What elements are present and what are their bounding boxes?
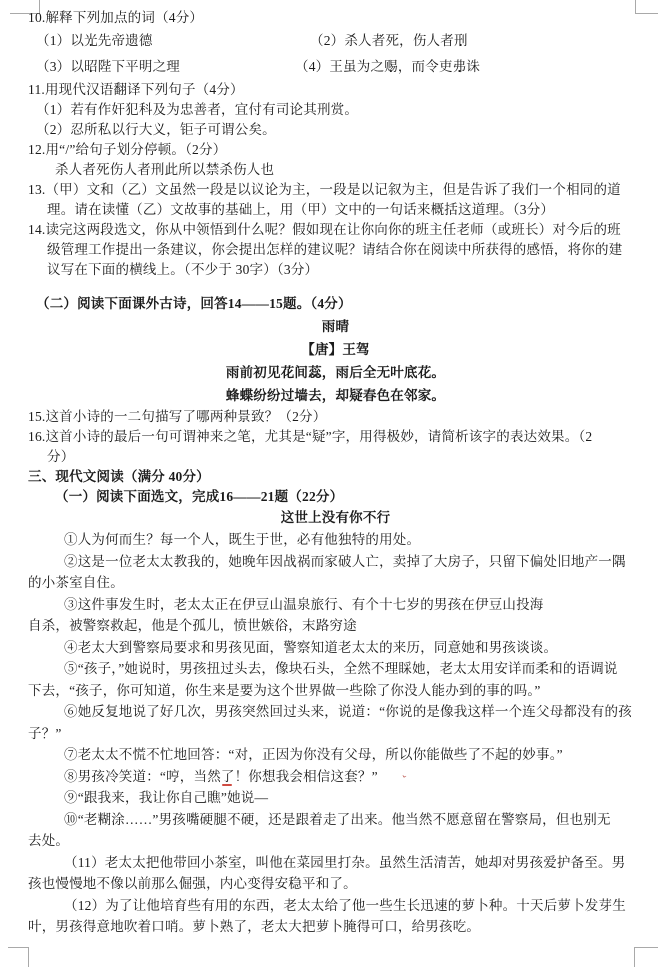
poem-line: 蜂蝶纷纷过墙去，却疑春色在邻家。 [225,388,446,403]
text-segment: （1）以 [36,33,85,48]
right-item [310,28,468,54]
red-check-mark: ˇ [399,772,408,787]
text-segment: （4）王虽为之 [295,59,385,74]
q14-stem-cont: 议写在下面的横线上。（不少于 30字）（3分） [47,262,319,277]
essay-para-10-cont: 去处。 [28,833,70,848]
left-item [36,33,153,48]
text-segment: ，而令吏 [397,59,453,74]
essay-para-2: ②这是一位老太太教我的，她晚年因战祸而家破人亡，卖掉了大房子，只留下偏处旧地产一隅 [64,553,626,569]
q14-stem-cont: 级管理工作提出一条建议，你会提出怎样的建议呢？请结合你在阅读中所获得的感悟，将你的建 [47,242,623,257]
q13-stem-cont: 理。请在读懂（乙）文故事的基础上，用（甲）文中的一句话来概括这道理。（3分） [47,202,555,217]
q12-stem: 12.用“/”给句子划分停顿。（2分） [28,142,227,157]
essay-title: 这世上没有你不行 [280,510,391,525]
poem-title: 雨晴 [321,319,350,334]
crop-mark-bottom-right [634,947,658,967]
q14-stem: 14.读完这两段选文，你从中领悟到什么呢？假如现在让你向你的班主任老师（或班长）对今后的班 [28,222,621,237]
essay-para-10: ⑩“老糊涂……”男孩嘴硬腿不硬，还是跟着走了出来。他当然不愿意留在警察局，但也别无 [64,811,611,827]
crop-mark-bottom-left [8,947,29,967]
q10-row-1 [36,28,643,54]
red-marked-char: 了 [220,768,235,784]
q15-stem: 15.这首小诗的一二句描写了哪两种景致？（2分） [28,409,327,424]
spacer [28,280,643,292]
q11-item-1: （1）若有作奸犯科及为忠善者，宜付有司论其刑赏。 [36,102,359,117]
essay-para-6: ⑥她反复地说了好几次，男孩突然回过头来，说道：“你说的是像我这样一个连父母都没有的孩 [64,704,632,719]
essay-para-11-cont: 孩也慢慢地不像以前那么倔强，内心变得安稳平和了。 [28,876,357,891]
text-segment: 陛下平明之理 [97,59,180,74]
poem-author: 【唐】王驾 [301,342,370,357]
section-2-heading: （二）阅读下面课外古诗，回答14——15题。（4分） [36,296,352,311]
essay-para-5: ⑤“孩子，”她说时，男孩扭过头去，像块石头，全然不理睬她，老太太用安详而柔和的语调说 [64,661,618,676]
text-segment: 先帝遗德 [97,33,153,48]
q11-item-2: （2）忍所私以行大义，钜子可谓公矣。 [36,122,276,137]
q12-sentence: 杀人者死伤人者刑此所以禁杀伤人也 [55,162,275,177]
essay-para-12: （12）为了让他培育些有用的东西，老太太给了他一些生长迅速的萝卜种。十天后萝卜发芽生 [64,897,626,913]
essay-para-9: ⑨“跟我来，我让你自己瞧”她说— [64,790,269,805]
essay-para-1: ①人为何而生？每一个人，既生于世，必有他独特的用处。 [64,532,421,547]
section-3-1-heading: （一）阅读下面选文，完成16——21题（22分） [55,489,344,504]
right-item [295,54,480,80]
q10-row-2 [36,54,643,80]
essay-para-2-cont: 的小茶室自住。 [28,575,124,590]
emphasized-char: 赐 [384,59,398,74]
essay-para-7: ⑦老太太不慌不忙地回答：“对，正因为你没有父母，所以你能做些了不起的妙事。” [64,747,563,762]
q16-stem: 16.这首小诗的最后一句可谓神来之笔，尤其是“疑”字，用得极妙，请简析该字的表达效果。（2 [28,429,593,444]
emphasized-char: 昭 [84,59,98,74]
text-segment: ⑧男孩冷笑道：“哼，当然 [64,768,221,784]
section-3-heading: 三、现代文阅读（满分 40分） [28,469,210,484]
left-item [36,59,180,74]
essay-para-4: ④老太大到警察局要求和男孩见面，警察知道老太太的来历，同意她和男孩谈谈。 [64,639,558,655]
text-segment: （2）杀人者死，伤人者 [310,33,454,48]
q11-stem: 11.用现代汉语翻译下列句子（4分） [28,82,244,97]
essay-para-3: ③这件事发生时，老太太正在伊豆山温泉旅行、有个十七岁的男孩在伊豆山投海 [64,596,544,612]
essay-para-6-cont: 子？” [28,725,62,741]
text-segment: 诛 [466,59,481,74]
poem-line: 雨前初见花间蕊，雨后全无叶底花。 [225,365,446,380]
q10-stem: 10.解释下列加点的词（4分） [28,10,204,25]
text-segment: （3）以 [36,59,85,74]
essay-para-5-cont: 下去，“孩子，你可知道，你生来是要为这个世界做一些除了你没人能办到的事的吗。” [28,682,541,698]
essay-para-12-cont: 叶，男孩得意地吹着口哨。萝卜熟了，老太大把萝卜腌得可口，给男孩吃。 [28,919,481,934]
essay-para-11: （11）老太太把他带回小茶室，叫他在菜园里打杂。虽然生活清苦，她却对男孩爱护备至。男 [64,854,626,870]
essay-para-8 [64,766,643,788]
q16-stem-cont: 分） [47,449,75,464]
text-segment: ！你想我会相信这套？” [234,768,378,784]
q13-stem: 13.（甲）文和（乙）文虽然一段是以议论为主，一段是以记叙为主，但是告诉了我们一个相同的道 [28,182,621,197]
emphasized-char: 光 [84,33,98,48]
essay-para-3-cont: 自杀，被警察救起，他是个孤儿，愤世嫉俗，末路穷途 [28,618,357,633]
emphasized-char: 刑 [453,33,468,48]
emphasized-char: 弗 [452,59,467,74]
